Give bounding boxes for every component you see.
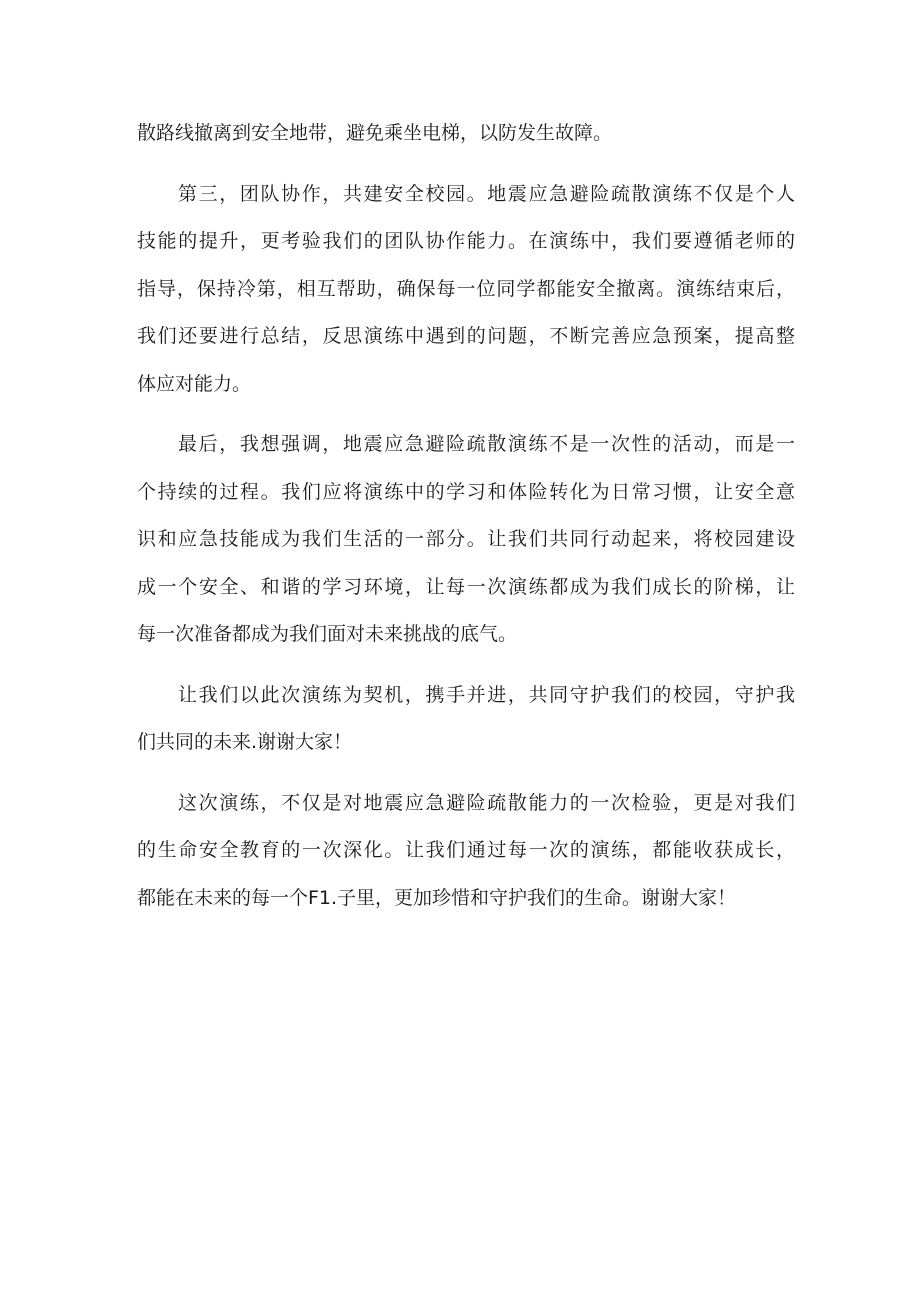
text-line: 体应对能力。 xyxy=(137,372,252,395)
text-line: 都能在未来的每一个F1.子里，更加珍惜和守护我们的生命。谢谢大家！ xyxy=(137,886,737,909)
text-line: 第三，团队协作，共建安全校园。地震应急避险疏散演练不仅是个人 xyxy=(178,182,795,205)
paragraph xyxy=(137,780,795,923)
text-line: 每一次准备都成为我们面对未来挑战的底气。 xyxy=(137,623,518,645)
text-line: 的生命安全教育的一次深化。让我们通过每一次的演练，都能收获成长， xyxy=(137,839,795,861)
paragraph xyxy=(137,171,795,409)
text-line: 们共同的未来.谢谢大家！ xyxy=(137,731,353,753)
text-line: 让我们以此次演练为契机，携手并进，共同守护我们的校园，守护我 xyxy=(178,683,795,706)
text-line: 指导，保持冷第，相互帮助，确保每一位同学都能安全撤离。演练结束后， xyxy=(137,277,795,300)
paragraph xyxy=(137,672,795,767)
text-line: 散路线撤离到安全地带，避免乘坐电梯，以防发生故障。 xyxy=(137,122,613,144)
paragraph xyxy=(137,110,795,158)
text-line: 成一个安全、和谐的学习环境，让每一次演练都成为我们成长的阶梯，让 xyxy=(137,575,795,598)
text-line: 这次演练，不仅是对地震应急避险疏散能力的一次检验，更是对我们 xyxy=(178,791,795,814)
text-line: 我们还要进行总结，反思演练中遇到的问题，不断完善应急预案，提高整 xyxy=(137,325,795,347)
text-line: 个持续的过程。我们应将演练中的学习和体险转化为日常习惯，让安全意 xyxy=(137,480,795,503)
text-line: 识和应急技能成为我们生活的一部分。让我们共同行动起来，将校园建设 xyxy=(137,528,795,550)
paragraph xyxy=(137,421,795,659)
text-line: 技能的提升，更考验我们的团队协作能力。在演练中，我们要遵循老师的 xyxy=(137,230,795,252)
document-body xyxy=(137,110,795,922)
text-line: 最后，我想强调，地震应急避险疏散演练不是一次性的活动，而是一 xyxy=(178,433,795,455)
